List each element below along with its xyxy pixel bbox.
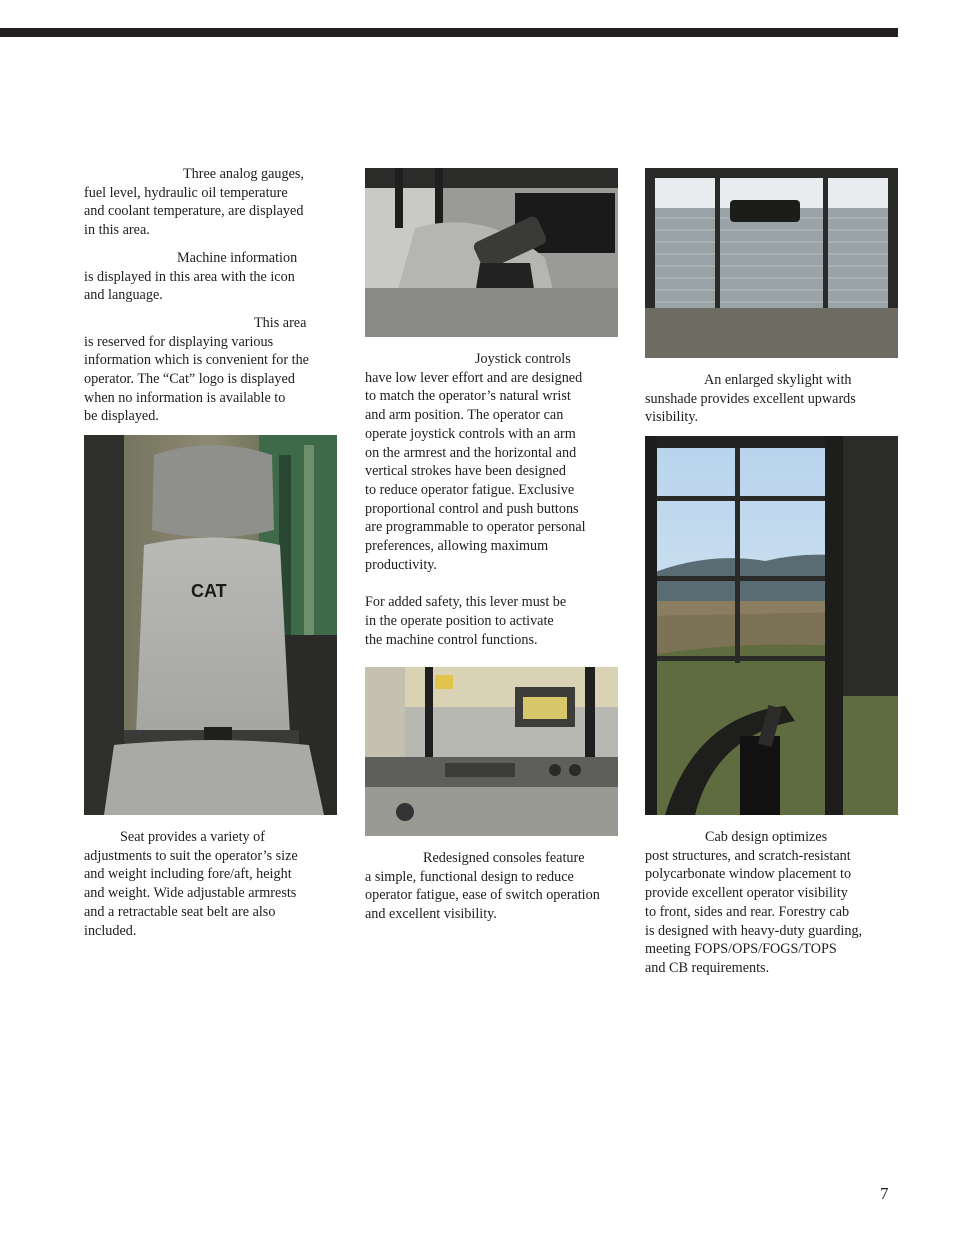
skylight-photo [645, 168, 898, 358]
seat-logo: CAT [191, 581, 227, 601]
left-text-block [84, 165, 336, 426]
cab-caption: Cab design optimizes post structures, and scratch-resistant polycarbonate window placement to provide excellent operator visibility to front, sides and rear. Forestry cab is designed with heavy-duty guarding, meeting FOPS/OPS/FOGS/TOPS and CB requirements. [645, 829, 863, 976]
console-caption-block [365, 849, 617, 924]
joystick-photo [365, 168, 618, 337]
gauges-paragraph: Three analog gauges, fuel level, hydraulic oil temperature and coolant temperature, are displayed in this area. [84, 166, 304, 239]
console-caption: Redesigned consoles feature a simple, functional design to reduce operator fatigue, ease of switch operation and excellent visibility. [365, 850, 600, 923]
machine-info-paragraph: Machine information is displayed in this area with the icon and language. [84, 249, 298, 304]
top-rule [0, 28, 898, 37]
joystick-caption: Joystick controls have low lever effort and are designed to match the operator’s natural wrist and arm position. The operator can operate joystick controls with an arm on the armrest and the horizontal and vertical strokes have been designed to reduce operator fatigue. Exclusive proportional control and push buttons are programmable to operator personal preferences, allowing maximum productivity. [365, 351, 586, 573]
page-number: 7 [880, 1184, 889, 1203]
cab-view-photo [645, 436, 898, 815]
cab-caption-block [645, 828, 897, 978]
seat-photo [84, 435, 337, 815]
seat-caption: Seat provides a variety of adjustments to suit the operator’s size and weight including fore/aft, height and weight. Wide adjustable armrests and a retractable seat belt are also included. [84, 829, 298, 939]
seat-caption-block [84, 828, 336, 940]
middle-text-block [365, 350, 617, 650]
skylight-caption: An enlarged skylight with sunshade provides excellent upwards visibility. [645, 372, 856, 426]
info-area-paragraph: This area is reserved for displaying various information which is convenient for the operator. The “Cat” logo is displayed when no information is available to be displayed. [84, 314, 309, 425]
lever-caption: For added safety, this lever must be in the operate position to activate the machine control functions. [365, 594, 567, 648]
console-photo [365, 667, 618, 836]
skylight-caption-block [645, 371, 897, 427]
